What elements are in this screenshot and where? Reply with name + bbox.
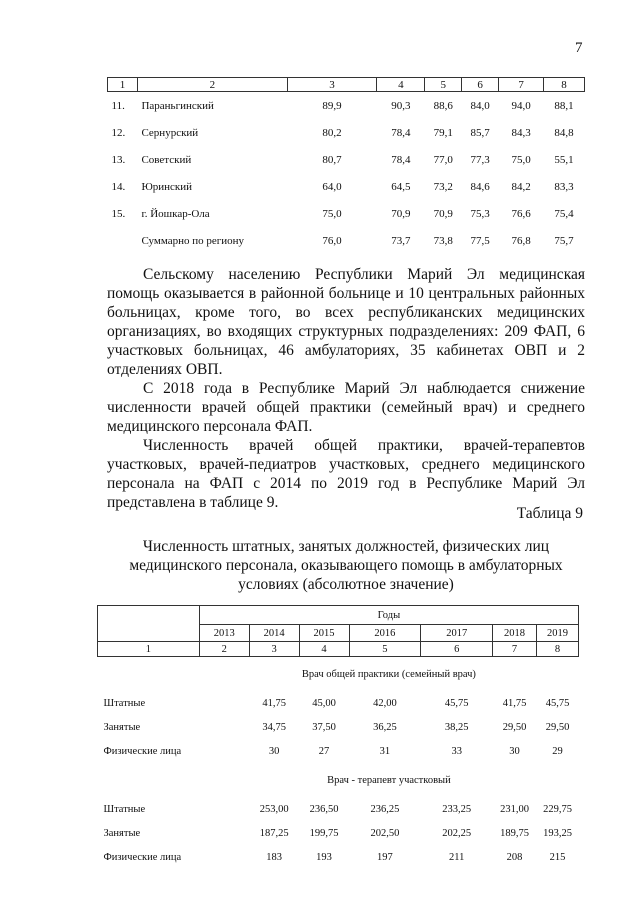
table-row bbox=[108, 173, 585, 200]
value-cell: 41,75 bbox=[262, 697, 286, 709]
value-cell: 84,0 bbox=[470, 99, 490, 112]
page-number: 7 bbox=[575, 40, 583, 56]
table-row bbox=[98, 845, 579, 869]
value-cell: 236,50 bbox=[309, 803, 339, 815]
value-cell: 85,7 bbox=[470, 126, 490, 139]
value-cell: 193,25 bbox=[543, 827, 572, 839]
value-cell: 55,1 bbox=[554, 153, 574, 166]
table-caption bbox=[107, 537, 585, 594]
column-number: 8 bbox=[537, 642, 579, 657]
row-label: Физические лица bbox=[103, 745, 182, 757]
value-cell: 80,7 bbox=[322, 153, 342, 166]
value-cell: 202,50 bbox=[370, 827, 400, 839]
empty-cell bbox=[199, 739, 249, 763]
column-number: 4 bbox=[299, 642, 349, 657]
value-cell: 79,1 bbox=[433, 126, 453, 139]
value-cell: 77,5 bbox=[470, 234, 490, 247]
row-number: 11. bbox=[111, 99, 125, 112]
column-number: 1 bbox=[108, 78, 138, 92]
value-cell: 89,9 bbox=[322, 99, 342, 112]
caption-line: Численность штатных, занятых должностей, физических лиц bbox=[142, 538, 550, 555]
value-cell: 45,75 bbox=[545, 697, 570, 709]
row-number: 14. bbox=[111, 180, 126, 193]
value-cell: 75,0 bbox=[322, 207, 342, 220]
value-cell: 84,6 bbox=[470, 180, 490, 193]
empty-header-cell bbox=[98, 606, 200, 642]
value-cell: 88,1 bbox=[554, 99, 574, 112]
value-cell: 77,3 bbox=[470, 153, 490, 166]
year-cell: 2016 bbox=[349, 625, 421, 642]
value-cell: 253,00 bbox=[259, 803, 289, 815]
column-number: 3 bbox=[287, 78, 377, 92]
value-cell: 202,25 bbox=[442, 827, 472, 839]
table-row bbox=[108, 200, 585, 227]
value-cell: 84,3 bbox=[511, 126, 531, 139]
district-name: Сернурский bbox=[141, 126, 199, 139]
table-row bbox=[108, 227, 585, 254]
section-title-row bbox=[98, 657, 579, 692]
years-label: Годы bbox=[199, 606, 578, 625]
column-number: 6 bbox=[462, 78, 499, 92]
value-cell: 211 bbox=[449, 851, 465, 863]
row-number: 13. bbox=[111, 153, 126, 166]
value-cell: 29 bbox=[552, 745, 563, 757]
value-cell: 70,9 bbox=[433, 207, 453, 220]
value-cell: 75,0 bbox=[511, 153, 531, 166]
value-cell: 77,0 bbox=[433, 153, 453, 166]
value-cell: 231,00 bbox=[500, 803, 529, 815]
value-cell: 80,2 bbox=[322, 126, 342, 139]
value-cell: 45,75 bbox=[444, 697, 469, 709]
year-cell: 2014 bbox=[249, 625, 299, 642]
value-cell: 76,6 bbox=[511, 207, 531, 220]
value-cell: 29,50 bbox=[545, 721, 570, 733]
row-number: 12. bbox=[111, 126, 126, 139]
value-cell: 30 bbox=[509, 745, 520, 757]
value-cell: 88,6 bbox=[433, 99, 453, 112]
column-number: 2 bbox=[199, 642, 249, 657]
value-cell: 83,3 bbox=[554, 180, 574, 193]
column-number: 1 bbox=[98, 642, 200, 657]
table-row bbox=[98, 821, 579, 845]
column-number: 2 bbox=[137, 78, 287, 92]
value-cell: 75,4 bbox=[554, 207, 574, 220]
year-cell: 2013 bbox=[199, 625, 249, 642]
value-cell: 64,0 bbox=[322, 180, 342, 193]
years-header-row bbox=[98, 606, 579, 625]
value-cell: 193 bbox=[316, 851, 332, 863]
district-table bbox=[107, 77, 585, 254]
value-cell: 73,8 bbox=[433, 234, 453, 247]
value-cell: 90,3 bbox=[391, 99, 411, 112]
value-cell: 45,00 bbox=[312, 697, 336, 709]
column-number: 5 bbox=[349, 642, 421, 657]
caption-line: медицинского персонала, оказывающего помощь в амбулаторных bbox=[129, 557, 563, 574]
table-row bbox=[108, 119, 585, 146]
row-label: Штатные bbox=[103, 697, 146, 709]
value-cell: 33 bbox=[451, 745, 462, 757]
value-cell: 75,3 bbox=[470, 207, 490, 220]
column-number: 3 bbox=[249, 642, 299, 657]
year-cell: 2018 bbox=[493, 625, 537, 642]
section-title-row bbox=[98, 763, 579, 797]
table-row bbox=[108, 92, 585, 120]
paragraph: Численность врачей общей практики, врачей-терапевтов участковых, врачей-педиатров участковых, среднего медицинского персонала на ФАП с 2014 по 2019 год в Республике Марий Эл представлена в таблице 9. bbox=[107, 437, 585, 511]
value-cell: 76,0 bbox=[322, 234, 342, 247]
section-title: Врач общей практики (семейный врач) bbox=[301, 668, 476, 680]
table-row bbox=[108, 146, 585, 173]
table-row bbox=[98, 739, 579, 763]
column-number: 5 bbox=[425, 78, 462, 92]
table-label: Таблица 9 bbox=[516, 505, 583, 522]
value-cell: 36,25 bbox=[373, 721, 397, 733]
value-cell: 199,75 bbox=[309, 827, 339, 839]
value-cell: 41,75 bbox=[502, 697, 527, 709]
row-label: Физические лица bbox=[103, 851, 182, 863]
district-name: Параньгинский bbox=[141, 99, 214, 112]
value-cell: 29,50 bbox=[502, 721, 527, 733]
empty-cell bbox=[199, 797, 249, 821]
value-cell: 233,25 bbox=[442, 803, 472, 815]
table-row bbox=[98, 797, 579, 821]
row-number bbox=[108, 227, 138, 254]
row-label: Штатные bbox=[103, 803, 146, 815]
empty-cell bbox=[199, 845, 249, 869]
year-cell: 2017 bbox=[421, 625, 493, 642]
value-cell: 34,75 bbox=[262, 721, 286, 733]
value-cell: 183 bbox=[266, 851, 283, 863]
value-cell: 187,25 bbox=[259, 827, 289, 839]
district-name: Юринский bbox=[141, 180, 193, 193]
row-label: Занятые bbox=[103, 721, 141, 733]
value-cell: 84,8 bbox=[554, 126, 574, 139]
empty-cell bbox=[199, 821, 249, 845]
value-cell: 75,7 bbox=[554, 234, 574, 247]
empty-cell bbox=[199, 691, 249, 715]
value-cell: 73,7 bbox=[391, 234, 411, 247]
table-row bbox=[98, 715, 579, 739]
row-number: 15. bbox=[111, 207, 126, 220]
staffing-table bbox=[97, 605, 579, 869]
section-title: Врач - терапевт участковый bbox=[327, 774, 451, 786]
value-cell: 208 bbox=[506, 851, 523, 863]
paragraph: С 2018 года в Республике Марий Эл наблюдается снижение численности врачей общей практики (семейный врач) и среднего медицинского персонала ФАП. bbox=[107, 380, 585, 435]
value-cell: 78,4 bbox=[391, 126, 411, 139]
body-text bbox=[107, 265, 585, 512]
empty-cell bbox=[98, 657, 200, 692]
value-cell: 76,8 bbox=[511, 234, 531, 247]
column-numbers-row bbox=[98, 642, 579, 657]
district-name: Суммарно по региону bbox=[141, 234, 245, 247]
column-number: 6 bbox=[421, 642, 493, 657]
paragraph: Сельскому населению Республики Марий Эл медицинская помощь оказывается в районной больнице и 10 центральных районных больницах, кроме того, во всех республиканских медицинских организациях, во входящих структурных подразделениях: 209 ФАП, 6 участковых больницах, 46 амбулаториях, 35 кабинетах ОВП и 2 отделениях ОВП. bbox=[107, 266, 585, 378]
value-cell: 37,50 bbox=[312, 721, 336, 733]
value-cell: 197 bbox=[377, 851, 393, 863]
value-cell: 189,75 bbox=[500, 827, 529, 839]
value-cell: 229,75 bbox=[543, 803, 572, 815]
value-cell: 78,4 bbox=[391, 153, 411, 166]
column-number: 4 bbox=[377, 78, 425, 92]
year-cell: 2015 bbox=[299, 625, 349, 642]
value-cell: 27 bbox=[318, 745, 330, 757]
district-name: г. Йошкар-Ола bbox=[141, 207, 210, 220]
row-label: Занятые bbox=[103, 827, 141, 839]
year-cell: 2019 bbox=[537, 625, 579, 642]
empty-cell bbox=[199, 715, 249, 739]
column-number: 7 bbox=[493, 642, 537, 657]
value-cell: 84,2 bbox=[511, 180, 531, 193]
value-cell: 73,2 bbox=[433, 180, 453, 193]
value-cell: 38,25 bbox=[444, 721, 469, 733]
column-number: 7 bbox=[499, 78, 544, 92]
value-cell: 31 bbox=[379, 745, 391, 757]
value-cell: 94,0 bbox=[511, 99, 531, 112]
value-cell: 64,5 bbox=[391, 180, 411, 193]
column-number: 8 bbox=[544, 78, 585, 92]
empty-cell bbox=[98, 763, 200, 797]
value-cell: 30 bbox=[268, 745, 280, 757]
table-row bbox=[98, 691, 579, 715]
district-name: Советский bbox=[141, 153, 192, 166]
table-header-row bbox=[108, 78, 585, 92]
value-cell: 70,9 bbox=[391, 207, 411, 220]
value-cell: 236,25 bbox=[370, 803, 400, 815]
value-cell: 42,00 bbox=[373, 697, 397, 709]
value-cell: 215 bbox=[549, 851, 566, 863]
caption-line: условиях (абсолютное значение) bbox=[238, 576, 454, 593]
